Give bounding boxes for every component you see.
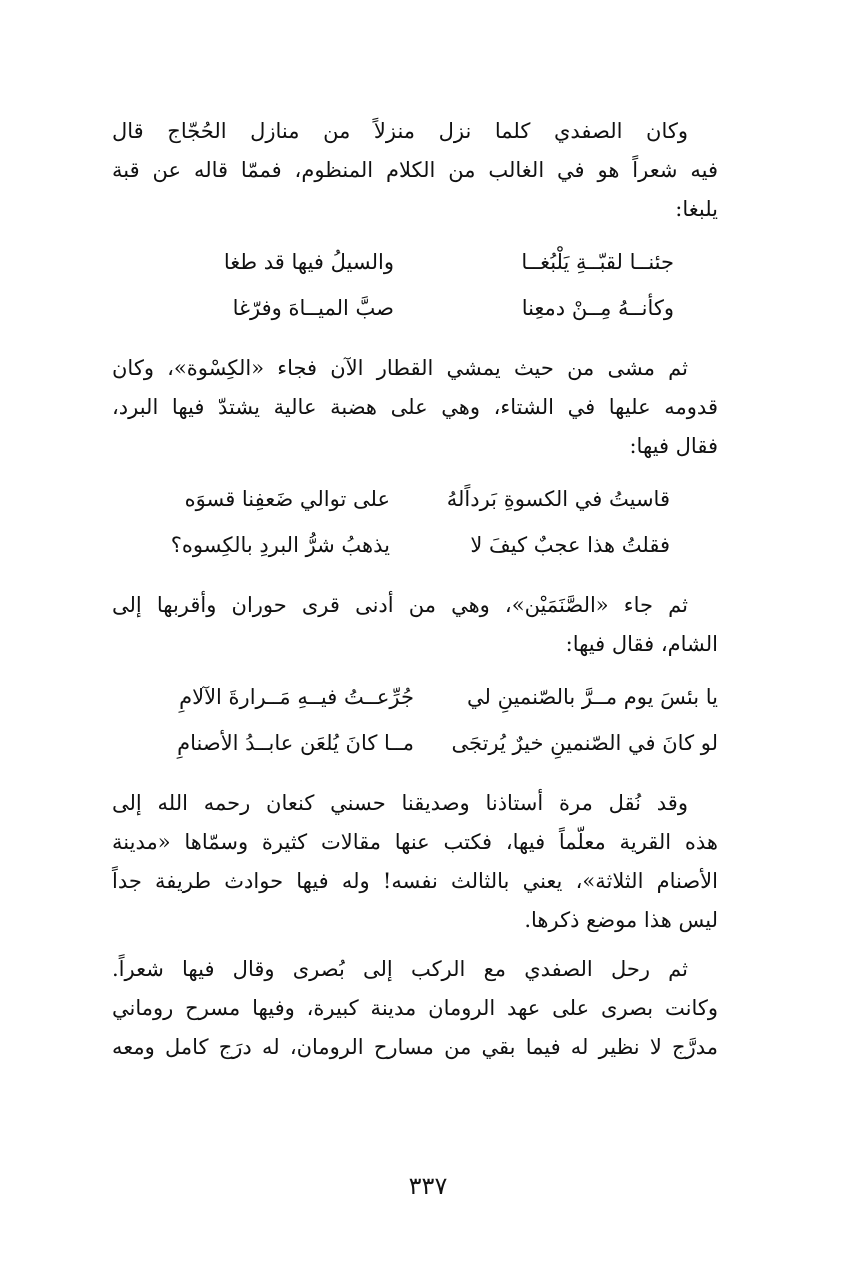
- verse-first-hemistich: قاسيتُ في الكسوةِ بَرداًلهُ: [446, 487, 670, 511]
- text-line: ليس هذا موضع ذكرها.: [524, 908, 718, 932]
- text-line: ثم مشى من حيث يمشي القطار الآن فجاء «الكِسْوة»، وكان: [112, 356, 688, 380]
- book-page: [112, 112, 718, 1067]
- verse-first-hemistich: فقلتُ هذا عجبٌ كيفَ لا: [470, 533, 670, 557]
- text-line: وقد نُقل مرة أستاذنا وصديقنا حسني كنعان رحمه الله إلى: [112, 791, 688, 815]
- poem-verse: [112, 285, 718, 331]
- verse-first-hemistich: جئنــا لقبّــةِ يَلْبُغــا: [521, 250, 674, 274]
- page-number: ٣٣٧: [408, 1172, 448, 1200]
- verse-second-hemistich: مــا كانَ يُلعَن عابــدُ الأصنامِ: [177, 731, 414, 755]
- paragraph-kiswa-intro: [112, 349, 718, 466]
- verse-second-hemistich: صبَّ الميــاهَ وفرّغا: [232, 296, 394, 320]
- poem-verse: [112, 522, 718, 568]
- text-line: هذه القرية معلّماً فيها، فكتب عنها مقالات كثيرة وسمّاها «مدينة: [112, 830, 718, 854]
- poem-verse: [112, 476, 718, 522]
- poem-verse: [112, 720, 718, 766]
- poem-yalbugha: [112, 239, 718, 331]
- verse-second-hemistich: يذهبُ شرُّ البردِ بالكِسوه؟: [170, 533, 390, 557]
- verse-first-hemistich: يا بئسَ يوم مــرَّ بالصّنمينِ لي: [467, 685, 718, 709]
- poem-verse: [112, 239, 718, 285]
- text-line: ثم جاء «الصَّنَمَيْن»، وهي من أدنى قرى حوران وأقربها إلى: [112, 593, 688, 617]
- poem-sanamayn: [112, 674, 718, 766]
- text-line: وكان الصفدي كلما نزل منزلاً من منازل الحُجّاج قال: [112, 119, 688, 143]
- text-line: فيه شعراً هو في الغالب من الكلام المنظوم، فممّا قاله عن قبة: [112, 158, 718, 182]
- verse-second-hemistich: على توالي ضَعفِنا قسوَه: [184, 487, 390, 511]
- text-line: الشام، فقال فيها:: [565, 632, 718, 656]
- paragraph-husni-kanaan: [112, 784, 718, 940]
- poem-verse: [112, 674, 718, 720]
- paragraph-yalbugha-intro: [112, 112, 718, 229]
- verse-first-hemistich: وكأنــهُ مِــنْ دمعِنا: [521, 296, 674, 320]
- text-line: يلبغا:: [675, 197, 718, 221]
- text-line: فقال فيها:: [629, 434, 718, 458]
- verse-first-hemistich: لو كانَ في الصّنمينِ خيرٌ يُرتجَى: [451, 731, 718, 755]
- text-line: مدرَّج لا نظير له فيما بقي من مسارح الرومان، له درَج كامل ومعه: [112, 1035, 718, 1059]
- text-line: وكانت بصرى على عهد الرومان مدينة كبيرة، وفيها مسرح روماني: [112, 996, 718, 1020]
- verse-second-hemistich: جُرِّعــتُ فيــهِ مَــرارةَ الآلامِ: [179, 685, 414, 709]
- verse-second-hemistich: والسيلُ فيها قد طغا: [223, 250, 394, 274]
- text-line: الأصنام الثلاثة»، يعني بالثالث نفسه! وله فيها حوادث طريفة جداً: [112, 869, 718, 893]
- poem-kiswa: [112, 476, 718, 568]
- paragraph-busra: [112, 950, 718, 1067]
- paragraph-sanamayn-intro: [112, 586, 718, 664]
- text-line: ثم رحل الصفدي مع الركب إلى بُصرى وقال فيها شعراً.: [112, 957, 688, 981]
- text-line: قدومه عليها في الشتاء، وهي على هضبة عالية يشتدّ فيها البرد،: [112, 395, 718, 419]
